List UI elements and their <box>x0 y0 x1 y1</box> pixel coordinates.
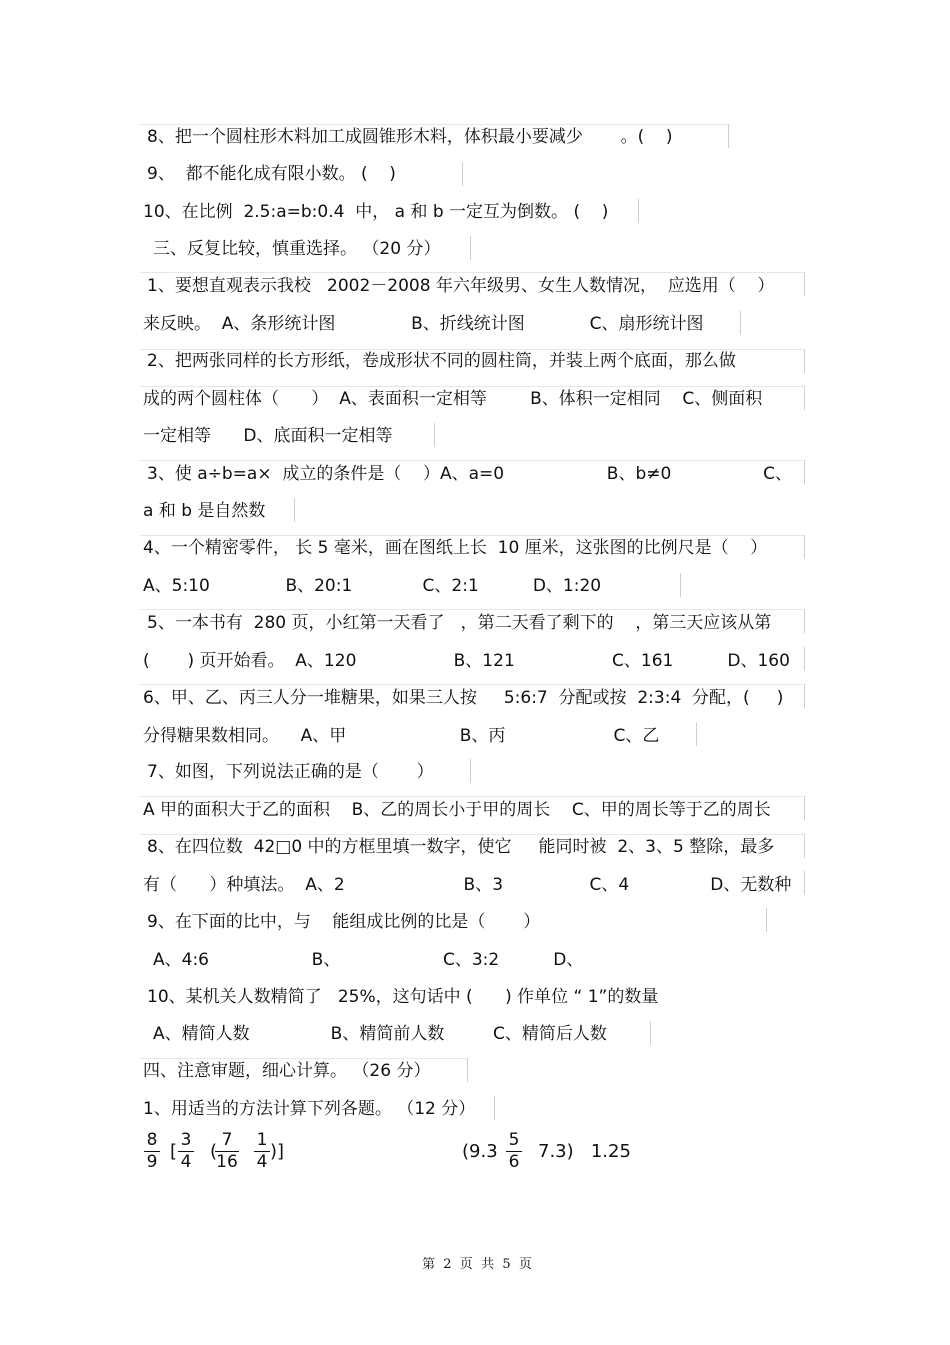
choice-q2-line1: 2、把两张同样的长方形纸，卷成形状不同的圆柱筒，并装上两个底面，那么做 <box>147 351 736 371</box>
choice-q8-line2: 有（ ）种填法。 A、2 B、3 C、4 D、无数种 <box>143 875 792 895</box>
expr-part: 7.3) 1.25 <box>538 1141 631 1162</box>
numerator: 5 <box>508 1130 520 1150</box>
guide-bar <box>462 162 463 186</box>
guide-bar <box>804 684 805 708</box>
guide-bar <box>804 460 805 484</box>
guide-line <box>140 386 805 387</box>
calc-q1-heading: 1、用适当的方法计算下列各题。 （12 分） <box>143 1099 476 1119</box>
guide-bar <box>804 349 805 373</box>
guide-line <box>140 460 805 461</box>
numerator: 3 <box>180 1130 192 1150</box>
choice-q6-line2: 分得糖果数相同。 A、甲 B、丙 C、乙 <box>143 726 660 746</box>
guide-bar <box>494 1096 495 1120</box>
guide-bar <box>740 311 741 335</box>
guide-bar <box>294 498 295 522</box>
choice-q2-line3: 一定相等 D、底面积一定相等 <box>143 426 393 446</box>
guide-bar <box>470 236 471 260</box>
guide-line <box>140 1058 468 1059</box>
guide-line <box>140 684 805 685</box>
guide-line <box>140 796 805 797</box>
expr-part: (9.3 <box>462 1141 498 1162</box>
choice-q4-line1: 4、一个精密零件， 长 5 毫米，画在图纸上长 10 厘米，这张图的比例尺是（ ） <box>143 538 768 558</box>
guide-bar <box>650 1021 651 1045</box>
choice-q5-line2: ( ) 页开始看。 A、120 B、121 C、161 D、160 <box>143 651 790 671</box>
choice-q7-line2: A 甲的面积大于乙的面积 B、乙的周长小于甲的周长 C、甲的周长等于乙的周长 <box>143 800 771 820</box>
numerator: 1 <box>256 1130 268 1150</box>
numerator: 8 <box>146 1130 158 1150</box>
bracket-close: )] <box>270 1141 285 1162</box>
fraction <box>506 1130 522 1173</box>
choice-q10-line2: A、精简人数 B、精简前人数 C、精简后人数 <box>153 1024 607 1044</box>
choice-q6-line1: 6、甲、乙、丙三人分一堆糖果，如果三人按 5:6:7 分配或按 2:3:4 分配，( ) <box>143 688 784 708</box>
choice-q1-line1: 1、要想直观表示我校 2002－2008 年六年级男、女生人数情况， 应选用（ ） <box>147 276 775 296</box>
guide-bar <box>434 423 435 447</box>
guide-line <box>140 272 805 273</box>
section-4-heading: 四、注意审题，细心计算。 （26 分） <box>143 1061 431 1081</box>
denominator: 6 <box>506 1151 522 1173</box>
fraction <box>215 1130 239 1173</box>
choice-q10-line1: 10、某机关人数精简了 25%，这句话中 ( ) 作单位 “ 1”的数量 <box>147 987 659 1007</box>
guide-bar <box>680 573 681 597</box>
guide-line <box>140 124 730 125</box>
paren-open: ( <box>210 1141 218 1162</box>
denominator: 4 <box>178 1151 194 1173</box>
choice-q2-line2: 成的两个圆柱体（ ） A、表面积一定相等 B、体积一定相同 C、侧面积 <box>143 389 763 409</box>
guide-bar <box>804 871 805 895</box>
fraction <box>178 1130 194 1173</box>
guide-bar <box>804 609 805 633</box>
judge-item-10: 10、在比例 2.5:a=b:0.4 中， a 和 b 一定互为倒数。 ( ) <box>143 202 609 222</box>
guide-bar <box>696 722 697 746</box>
choice-q3-line1: 3、使 a÷b=a× 成立的条件是（ ）A、a=0 B、b≠0 C、 <box>147 464 793 484</box>
numerator: 7 <box>221 1130 233 1150</box>
guide-line <box>140 609 805 610</box>
guide-bar <box>467 1058 468 1082</box>
page-number: 第 2 页 共 5 页 <box>422 1257 532 1272</box>
guide-bar <box>638 199 639 223</box>
denominator: 4 <box>254 1151 270 1173</box>
choice-q8-line1: 8、在四位数 42□0 中的方框里填一数字，使它 能同时被 2、3、5 整除，最多 <box>147 837 775 857</box>
choice-q3-line2: a 和 b 是自然数 <box>143 501 266 521</box>
choice-q9-line2: A、4:6 B、 C、3:2 D、 <box>153 950 584 970</box>
guide-bar <box>728 124 729 148</box>
guide-bar <box>804 272 805 296</box>
guide-bar <box>766 908 767 932</box>
guide-bar <box>804 386 805 410</box>
guide-bar <box>804 647 805 671</box>
guide-line <box>140 535 805 536</box>
choice-q7-line1: 7、如图，下列说法正确的是（ ） <box>147 762 434 782</box>
denominator: 16 <box>216 1152 238 1172</box>
choice-q5-line1: 5、一本书有 280 页，小红第一天看了 ，第二天看了剩下的 ，第三天应该从第 <box>147 613 772 633</box>
fraction <box>144 1130 160 1173</box>
bracket-open: [ <box>170 1141 178 1162</box>
denominator: 9 <box>144 1151 160 1173</box>
section-3-heading: 三、反复比较，慎重选择。 （20 分） <box>153 239 441 259</box>
guide-bar <box>804 796 805 820</box>
judge-item-9: 9、 都不能化成有限小数。 ( ) <box>147 164 396 184</box>
guide-bar <box>470 759 471 783</box>
choice-q4-line2: A、5:10 B、20:1 C、2:1 D、1:20 <box>143 576 602 596</box>
guide-bar <box>804 834 805 858</box>
judge-item-8: 8、把一个圆柱形木料加工成圆锥形木料，体积最小要减少 。( ) <box>147 127 673 147</box>
guide-line <box>140 834 805 835</box>
choice-q9-line1: 9、在下面的比中，与 能组成比例的比是（ ） <box>147 912 541 932</box>
guide-bar <box>804 535 805 559</box>
choice-q1-line2: 来反映。 A、条形统计图 B、折线统计图 C、扇形统计图 <box>143 314 704 334</box>
fraction <box>254 1130 270 1173</box>
